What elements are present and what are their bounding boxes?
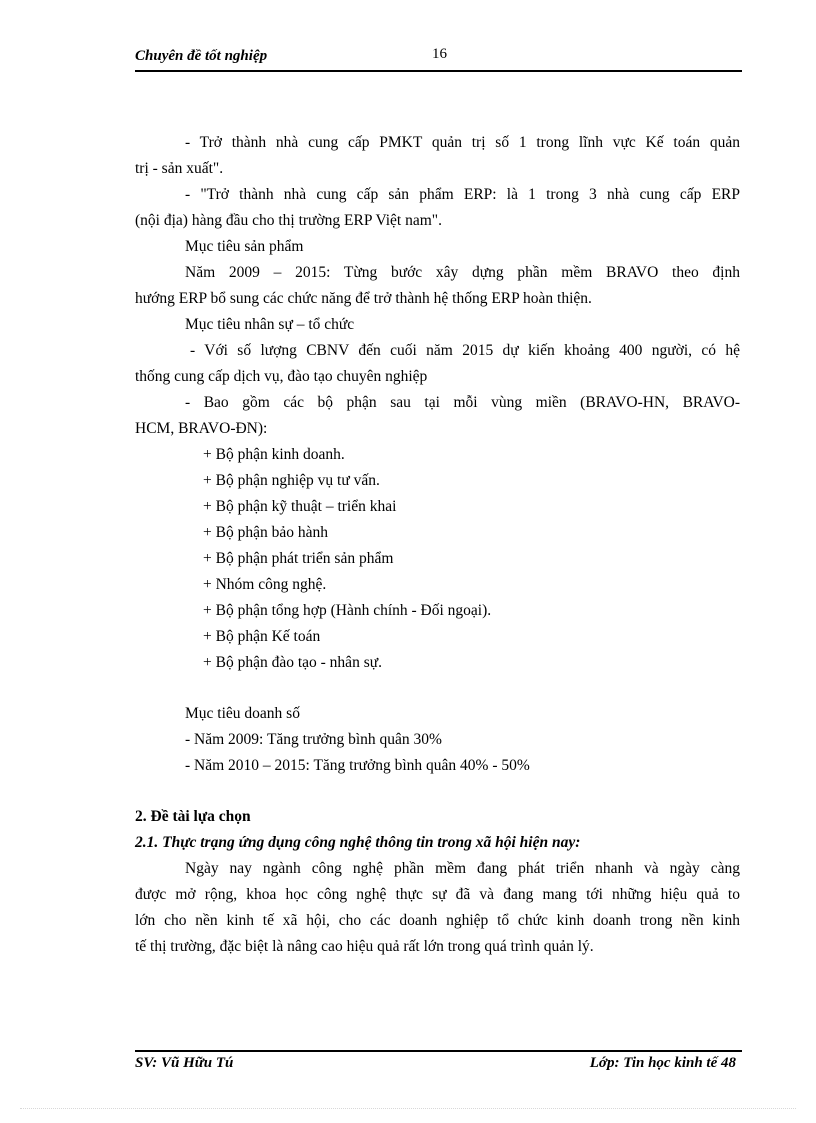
- header-title: Chuyên đề tốt nghiệp: [135, 48, 268, 64]
- page-bottom-divider: [20, 1108, 796, 1109]
- body-line: thống cung cấp dịch vụ, đào tạo chuyên nghiệp: [135, 368, 428, 385]
- subsection-heading: 2.1. Thực trạng ứng dụng công nghệ thông tin trong xã hội hiện nay:: [135, 834, 581, 851]
- body-line: HCM, BRAVO-ĐN):: [135, 420, 268, 437]
- paragraph-line: Ngày nay ngành công nghệ phần mềm đang phát triển nhanh và ngày càng: [185, 860, 740, 877]
- list-item: + Bộ phận đào tạo - nhân sự.: [203, 654, 382, 671]
- list-item: + Bộ phận phát triển sản phẩm: [203, 550, 394, 567]
- list-item: + Bộ phận bảo hành: [203, 524, 328, 541]
- list-item: + Nhóm công nghệ.: [203, 576, 327, 593]
- list-item: + Bộ phận kỹ thuật – triển khai: [203, 498, 397, 515]
- body-line: - Trở thành nhà cung cấp PMKT quản trị số 1 trong lĩnh vực Kế toán quản: [185, 134, 740, 151]
- body-line: hướng ERP bổ sung các chức năng để trở thành hệ thống ERP hoàn thiện.: [135, 290, 592, 307]
- paragraph-line: tế thị trường, đặc biệt là nâng cao hiệu quả rất lớn trong quá trình quản lý.: [135, 938, 594, 955]
- header-rule: [135, 70, 742, 72]
- body-line: - Năm 2010 – 2015: Tăng trưởng bình quân 40% - 50%: [185, 757, 530, 774]
- list-item: + Bộ phận Kế toán: [203, 628, 321, 645]
- body-line: trị - sản xuất".: [135, 160, 224, 177]
- page-number: 16: [432, 46, 447, 62]
- body-line: Năm 2009 – 2015: Từng bước xây dựng phần mềm BRAVO theo định: [185, 264, 740, 281]
- body-line: - "Trở thành nhà cung cấp sản phẩm ERP: là 1 trong 3 nhà cung cấp ERP: [185, 186, 740, 203]
- list-item: + Bộ phận nghiệp vụ tư vấn.: [203, 472, 380, 489]
- footer-student: SV: Vũ Hữu Tú: [135, 1055, 234, 1071]
- section-heading: 2. Đề tài lựa chọn: [135, 808, 251, 825]
- footer-rule: [135, 1050, 742, 1052]
- list-item: + Bộ phận tổng hợp (Hành chính - Đối ngoại).: [203, 602, 492, 619]
- body-line: (nội địa) hàng đầu cho thị trường ERP Việt nam".: [135, 212, 442, 229]
- body-line: - Năm 2009: Tăng trưởng bình quân 30%: [185, 731, 442, 748]
- footer-class: Lớp: Tin học kinh tế 48: [589, 1055, 736, 1071]
- list-item: + Bộ phận kinh doanh.: [203, 446, 345, 463]
- body-line: Mục tiêu doanh số: [185, 705, 300, 722]
- body-line: - Bao gồm các bộ phận sau tại mỗi vùng miền (BRAVO-HN, BRAVO-: [185, 394, 740, 411]
- paragraph-line: được mở rộng, khoa học công nghệ thực sự đã và đang mang tới những hiệu quả to: [135, 886, 740, 903]
- paragraph-line: lớn cho nền kinh tế xã hội, cho các doanh nghiệp tổ chức kinh doanh trong nền kinh: [135, 912, 740, 929]
- body-line: Mục tiêu nhân sự – tổ chức: [185, 316, 355, 333]
- body-line: Mục tiêu sản phẩm: [185, 238, 304, 255]
- body-line: - Với số lượng CBNV đến cuối năm 2015 dự kiến khoảng 400 người, có hệ: [190, 342, 740, 359]
